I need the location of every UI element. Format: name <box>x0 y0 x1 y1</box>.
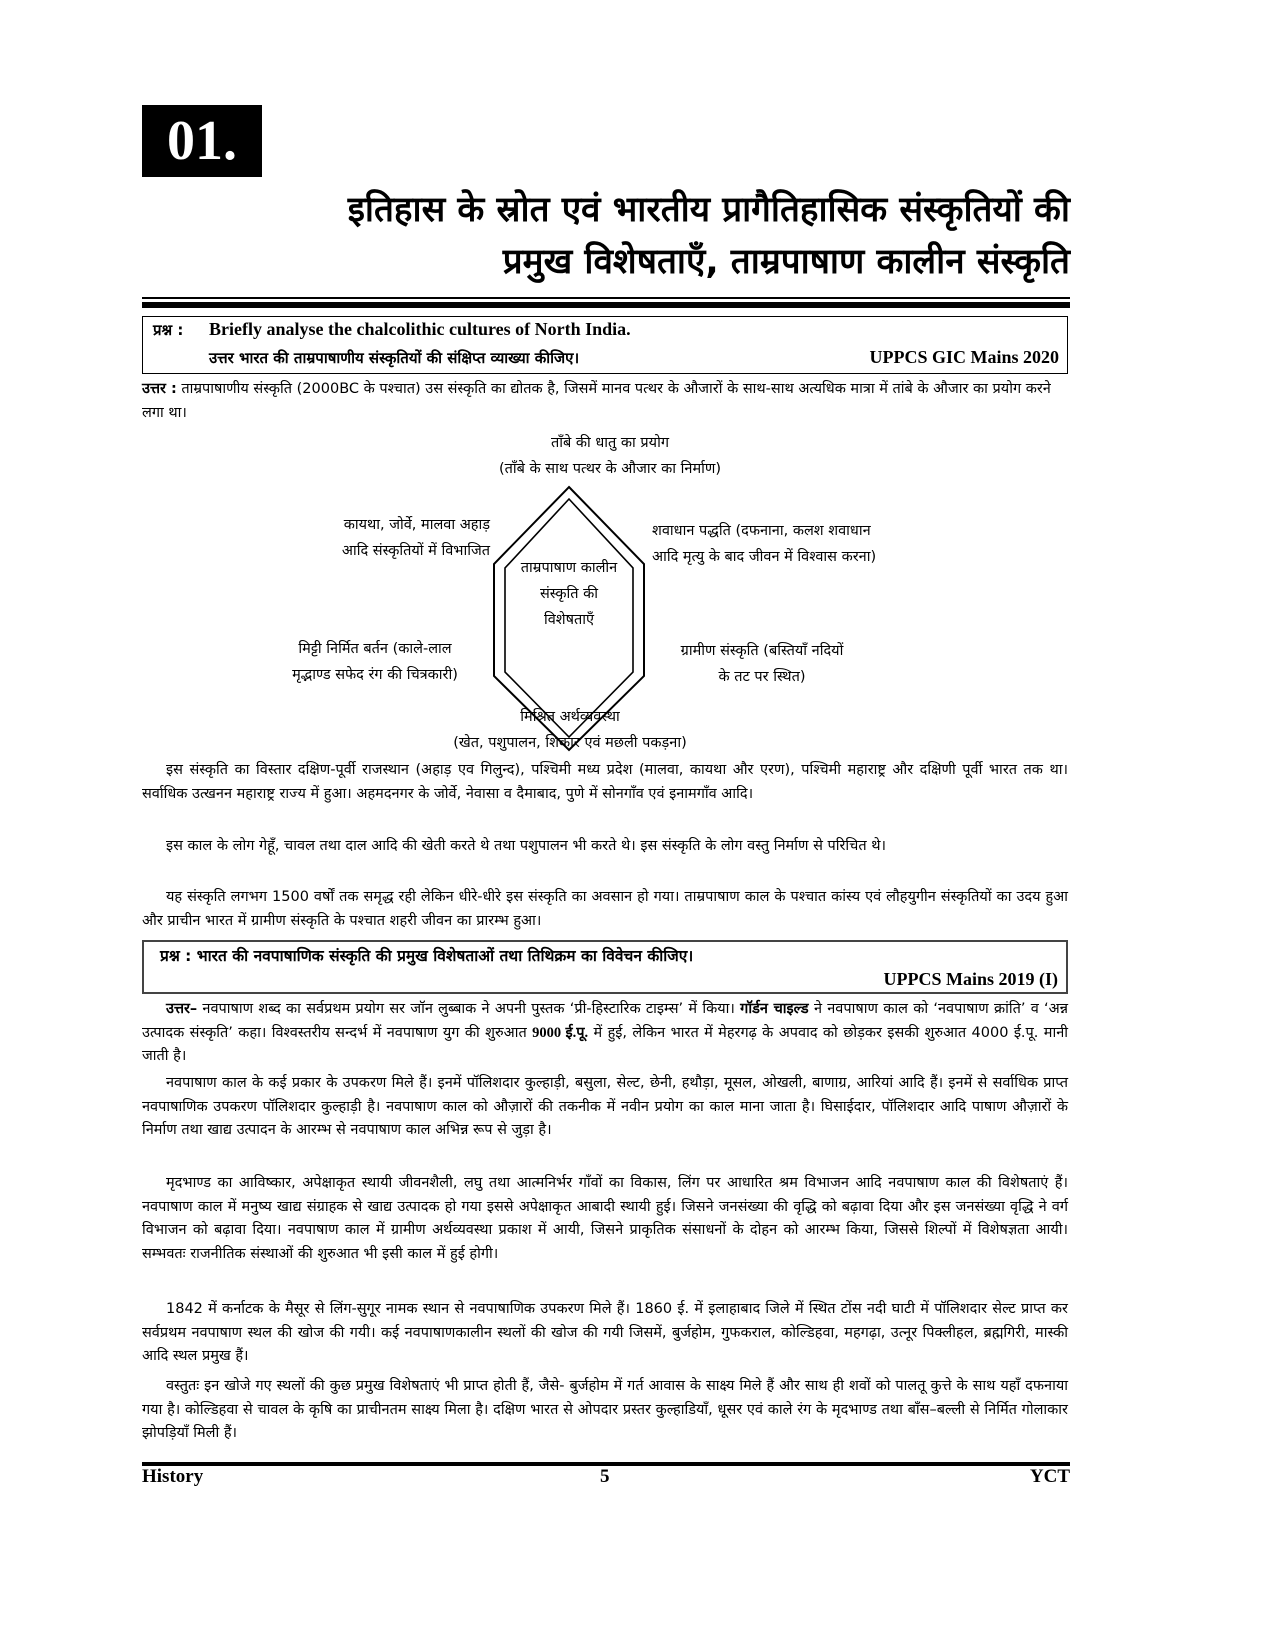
question-box-2 <box>142 940 1068 994</box>
highlight-name: गॉर्डन चाइल्ड <box>740 1001 809 1017</box>
answer-2-paragraph <box>142 1072 1068 1143</box>
paragraph-text: नवपाषाण काल के कई प्रकार के उपकरण मिले हैं। इनमें पॉलिशदार कुल्हाड़ी, बसुला, सेल्ट, छेनी, हथौड़ा, मूसल, ओखली, बाणाग्र, आरियां आदि हैं। इनमें से सर्वाधिक प्राप्त नवपाषाणिक उपकरण पॉलिशदार कुल्हाड़ी है। नवपाषाण काल को औज़ारों की तकनीक में नवीन प्रयोग का काल माना जाता है। घिसाईदार, पॉलिशदार आदि पाषाण औज़ारों के निर्माण तथा खाद्य उत्पादन के आरम्भ से नवपाषाण काल अभिन्न रूप से जुड़ा है। <box>142 1075 1068 1138</box>
question-label: प्रश्न : <box>153 321 184 339</box>
chapter-title-line-1: इतिहास के स्रोत एवं भारतीय प्रागैतिहासिक संस्कृतियों की <box>347 190 1070 230</box>
top-line: ताँबे की धातु का प्रयोग <box>550 435 670 451</box>
diagram-bottom-label <box>400 704 740 756</box>
answer-2-paragraph <box>142 998 1068 1069</box>
diagram-bottom-right-label <box>652 638 872 690</box>
paragraph-text: मृदभाण्ड का आविष्कार, अपेक्षाकृत स्थायी जीवनशैली, लघु तथा आत्मनिर्भर गाँवों का विकास, लिंग पर आधारित श्रम विभाजन आदि नवपाषाण काल की विशेषताएं हैं। नवपाषाण काल में मनुष्य खाद्य संग्राहक से खाद्य उत्पादक हो गया इससे अपेक्षाकृत आबादी स्थायी हुई। जिसने जनसंख्या की वृद्धि को बढ़ावा दिया और इस जनसंख्या वृद्धि ने वर्ग विभाजन को बढ़ावा दिया। नवपाषाण काल में ग्रामीण अर्थव्यवस्था प्रकाश में आयी, जिसने प्राकृतिक संसाधनों के दोहन को आरम्भ किया, जिससे शिल्पों में विशेषज्ञता आयी। सम्भवतः राजनीतिक संस्थाओं की शुरुआत भी इसी काल में हुई होगी। <box>142 1175 1068 1262</box>
top-right-line: आदि मृत्यु के बाद जीवन में विश्वास करना) <box>652 549 877 565</box>
bottom-line: (खेत, पशुपालन, शिकार एवं मछली पकड़ना) <box>453 735 687 751</box>
bottom-right-line: ग्रामीण संस्कृति (बस्तियाँ नदियों <box>680 643 844 659</box>
footer-page-number: 5 <box>600 1466 610 1487</box>
bottom-right-line: के तट पर स्थित) <box>718 669 806 685</box>
answer-1-intro <box>142 378 1068 425</box>
question-box-1 <box>142 316 1068 374</box>
answer-2-label: उत्तर– <box>166 1001 198 1017</box>
diagram-top-label <box>420 430 800 482</box>
highlight-date: 9000 ई.पू. <box>532 1024 589 1041</box>
question-source: UPPCS GIC Mains 2020 <box>869 347 1059 367</box>
answer-1-paragraph <box>142 886 1068 933</box>
paragraph-text: 1842 में कर्नाटक के मैसूर से लिंग-सुगूर नामक स्थान से नवपाषाणिक उपकरण मिले हैं। 1860 ई. में इलाहाबाद जिले में स्थित टोंस नदी घाटी में पॉलिशदार सेल्ट प्राप्त कर सर्वप्रथम नवपाषाण स्थल की खोज की गयी। कई नवपाषाणकालीन स्थलों की खोज की गयी जिसमें, बुर्जहोम, गुफकराल, कोल्डिहवा, महगढ़ा, उत्नूर पिक्लीहल, ब्रह्मगिरी, मास्की आदि स्थल प्रमुख हैं। <box>142 1301 1068 1364</box>
question-2-text: प्रश्न : भारत की नवपाषाणिक संस्कृति की प्रमुख विशेषताओं तथा तिथिक्रम का विवेचन कीजिए। <box>160 947 694 965</box>
top-right-line: शवाधान पद्धति (दफनाना, कलश शवाधान <box>652 523 871 539</box>
title-divider-thin <box>142 297 1070 299</box>
answer-1-paragraph <box>142 759 1068 806</box>
bottom-left-line: मिट्टी निर्मित बर्तन (काले-लाल <box>298 641 452 657</box>
footer-subject: History <box>142 1466 204 1487</box>
answer-intro-text: ताम्रपाषाणीय संस्कृति (2000BC के पश्चात) उस संस्कृति का द्योतक है, जिसमें मानव पत्थर के औजारों के साथ-साथ अत्यधिक मात्रा में तांबे के औजार का प्रयोग करने लगा था। <box>142 381 1051 421</box>
paragraph-text: इस काल के लोग गेहूँ, चावल तथा दाल आदि की खेती करते थे तथा पशुपालन भी करते थे। इस संस्कृति के लोग वस्तु निर्माण से परिचित थे। <box>166 838 887 854</box>
diagram-bottom-left-label <box>250 636 500 688</box>
answer-2-paragraph <box>142 1172 1068 1266</box>
question-2-source: UPPCS Mains 2019 (I) <box>883 969 1058 989</box>
answer-2-paragraph <box>142 1375 1068 1446</box>
footer-publisher: YCT <box>1029 1466 1070 1487</box>
paragraph-text: वस्तुतः इन खोजे गए स्थलों की कुछ प्रमुख विशेषताएं भी प्राप्त होती हैं, जैसे- बुर्जहोम में गर्त आवास के साक्ष्य मिले हैं और साथ ही शवों को पालतू कुत्ते के साथ यहाँ दफनाया गया है। कोल्डिहवा से चावल के कृषि का प्राचीनतम साक्ष्य मिला है। दक्षिण भारत से ओपदार प्रस्तर कुल्हाडियाँ, धूसर एवं काले रंग के मृदभाण्ड तथा बाँस–बल्ली से निर्मित गोलाकार झोपड़ियाँ मिली हैं। <box>142 1378 1068 1441</box>
center-line: ताम्रपाषाण कालीन <box>520 560 618 576</box>
diagram-top-right-label <box>652 518 952 570</box>
center-line: संस्कृति की <box>539 586 599 602</box>
bottom-line: मिश्रित अर्थव्यवस्था <box>520 709 620 725</box>
diagram-top-left-label <box>262 512 490 564</box>
answer-2-paragraph <box>142 1298 1068 1369</box>
chapter-number: 01. <box>142 105 262 177</box>
chapter-title-line-2: प्रमुख विशेषताएँ, ताम्रपाषाण कालीन संस्कृति <box>502 242 1070 282</box>
top-line: (ताँबे के साथ पत्थर के औजार का निर्माण) <box>498 461 722 477</box>
answer-label: उत्तर : <box>142 381 177 397</box>
top-left-line: आदि संस्कृतियों में विभाजित <box>341 543 490 559</box>
question-text-hindi: उत्तर भारत की ताम्रपाषाणीय संस्कृतियों की संक्षिप्त व्याख्या कीजिए। <box>209 349 580 367</box>
title-divider-thick <box>142 302 1070 308</box>
top-left-line: कायथा, जोर्वे, मालवा अहाड़ <box>343 517 490 533</box>
center-line: विशेषताएँ <box>543 612 595 628</box>
question-text-english: Briefly analyse the chalcolithic cultures of North India. <box>209 319 631 339</box>
answer-1-paragraph <box>142 835 1068 859</box>
paragraph-text: इस संस्कृति का विस्तार दक्षिण-पूर्वी राजस्थान (अहाड़ एव गिलुन्द), पश्चिमी मध्य प्रदेश (मालवा, कायथा और एरण), पश्चिमी महाराष्ट्र और दक्षिणी पूर्वी भारत तक था। सर्वाधिक उत्खनन महाराष्ट्र राज्य में हुआ। अहमदनगर के जोर्वे, नेवासा व दैमाबाद, पुणे में सोनगाँव एवं इनामगाँव आदि। <box>142 762 1068 802</box>
bottom-left-line: मृद्भाण्ड सफेद रंग की चित्रकारी) <box>292 667 458 683</box>
diagram-center-label <box>500 555 638 633</box>
paragraph-text: ने नवपाषाण काल को ‘नवपाषाण क्रांति’ व ‘अन्न उत्पादक संस्कृति’ कहा। विश्वस्तरीय सन्दर्भ में नवपाषाण युग की शुरुआत <box>142 1001 1069 1041</box>
paragraph-text: यह संस्कृति लगभग 1500 वर्षों तक समृद्ध रही लेकिन धीरे-धीरे इस संस्कृति का अवसान हो गया। ताम्रपाषाण काल के पश्चात कांस्य एवं लौहयुगीन संस्कृतियों का उदय हुआ और प्राचीन भारत में ग्रामीण संस्कृति के पश्चात शहरी जीवन का प्रारम्भ हुआ। <box>142 889 1068 929</box>
paragraph-text: नवपाषाण शब्द का सर्वप्रथम प्रयोग सर जॉन लुब्बाक ने अपनी पुस्तक ‘प्री-हिस्टारिक टाइम्स’ में किया। <box>202 1001 735 1017</box>
paragraph-text: में हुई, लेकिन भारत में मेहरगढ़ के अपवाद को छोड़कर इसकी शुरुआत 4000 ई.पू. मानी जाती है। <box>142 1024 1069 1064</box>
